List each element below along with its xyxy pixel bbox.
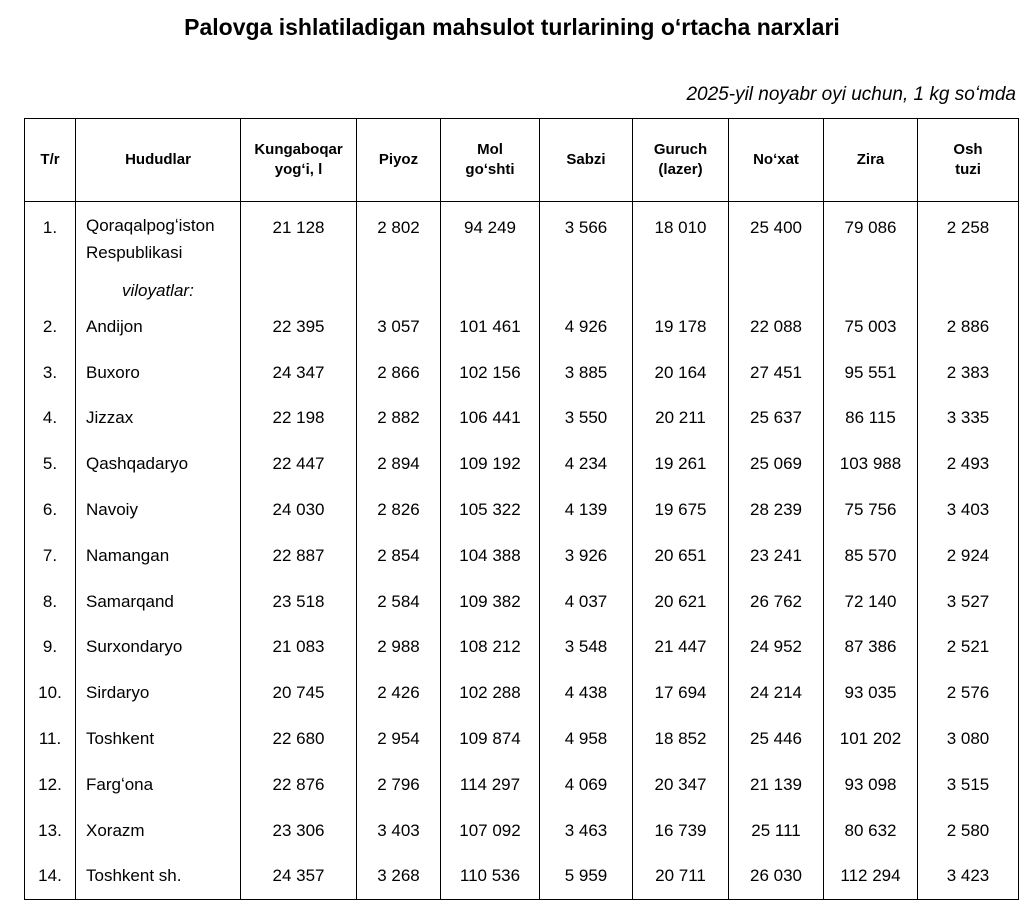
cell-salt: 2 493 <box>918 441 1019 487</box>
cell-rice: 19 178 <box>633 304 729 350</box>
cell-carrot: 4 926 <box>540 304 633 350</box>
table-row <box>25 716 1019 762</box>
cell-carrot: 4 234 <box>540 441 633 487</box>
cell-chickpea: 27 451 <box>729 350 824 396</box>
cell-salt: 3 527 <box>918 579 1019 625</box>
cell-empty <box>540 278 633 304</box>
cell-carrot: 3 548 <box>540 625 633 671</box>
cell-beef: 105 322 <box>441 487 540 533</box>
table-row <box>25 533 1019 579</box>
cell-carrot: 5 959 <box>540 854 633 900</box>
table-row <box>25 487 1019 533</box>
cell-chickpea: 26 030 <box>729 854 824 900</box>
cell-cumin: 87 386 <box>824 625 918 671</box>
subheading-label: viloyatlar: <box>122 281 194 300</box>
cell-cumin: 75 003 <box>824 304 918 350</box>
cell-chickpea: 28 239 <box>729 487 824 533</box>
region-name: Qoraqalpogʻiston Respublikasi <box>86 216 215 262</box>
cell-cumin: 86 115 <box>824 396 918 442</box>
cell-cumin: 75 756 <box>824 487 918 533</box>
cell-onion: 3 268 <box>357 854 441 900</box>
cell-salt: 2 576 <box>918 670 1019 716</box>
cell-rice: 19 261 <box>633 441 729 487</box>
cell-carrot: 3 926 <box>540 533 633 579</box>
page-title: Palovga ishlatiladigan mahsulot turlarining oʻrtacha narxlari <box>184 14 840 40</box>
cell-empty <box>729 278 824 304</box>
table-row <box>25 762 1019 808</box>
cell-oil: 24 347 <box>241 350 357 396</box>
cell-beef: 114 297 <box>441 762 540 808</box>
cell-beef: 108 212 <box>441 625 540 671</box>
cell-salt: 3 403 <box>918 487 1019 533</box>
cell-empty <box>25 278 76 304</box>
cell-salt: 2 580 <box>918 808 1019 854</box>
header-oil: Kungaboqar yogʻi, l <box>241 119 357 202</box>
cell-beef: 107 092 <box>441 808 540 854</box>
cell-region: Toshkent sh. <box>76 854 241 900</box>
cell-chickpea: 26 762 <box>729 579 824 625</box>
cell-onion: 2 426 <box>357 670 441 716</box>
cell-chickpea: 21 139 <box>729 762 824 808</box>
cell-beef: 102 288 <box>441 670 540 716</box>
cell-beef: 109 874 <box>441 716 540 762</box>
cell-chickpea: 25 400 <box>729 202 824 279</box>
cell-salt: 2 383 <box>918 350 1019 396</box>
cell-num: 12. <box>25 762 76 808</box>
cell-chickpea: 22 088 <box>729 304 824 350</box>
cell-region: Samarqand <box>76 579 241 625</box>
header-carrot: Sabzi <box>540 119 633 202</box>
table-row <box>25 670 1019 716</box>
cell-carrot: 4 139 <box>540 487 633 533</box>
cell-num: 9. <box>25 625 76 671</box>
cell-chickpea: 25 069 <box>729 441 824 487</box>
subheading-row <box>25 278 1019 304</box>
cell-empty <box>357 278 441 304</box>
cell-region: Fargʻona <box>76 762 241 808</box>
header-salt: Osh tuzi <box>918 119 1019 202</box>
cell-empty <box>441 278 540 304</box>
cell-beef: 101 461 <box>441 304 540 350</box>
cell-cumin: 72 140 <box>824 579 918 625</box>
cell-empty <box>241 278 357 304</box>
cell-rice: 20 711 <box>633 854 729 900</box>
cell-region <box>76 202 241 279</box>
cell-oil: 22 395 <box>241 304 357 350</box>
cell-onion: 2 584 <box>357 579 441 625</box>
cell-oil: 23 306 <box>241 808 357 854</box>
header-onion: Piyoz <box>357 119 441 202</box>
cell-oil: 21 128 <box>241 202 357 279</box>
cell-cumin: 79 086 <box>824 202 918 279</box>
cell-num: 14. <box>25 854 76 900</box>
cell-rice: 20 621 <box>633 579 729 625</box>
cell-salt: 2 258 <box>918 202 1019 279</box>
cell-oil: 20 745 <box>241 670 357 716</box>
cell-rice: 16 739 <box>633 808 729 854</box>
cell-oil: 22 198 <box>241 396 357 442</box>
cell-rice: 20 164 <box>633 350 729 396</box>
cell-beef: 109 382 <box>441 579 540 625</box>
cell-num: 10. <box>25 670 76 716</box>
cell-oil: 21 083 <box>241 625 357 671</box>
cell-oil: 23 518 <box>241 579 357 625</box>
header-cumin: Zira <box>824 119 918 202</box>
table-row <box>25 396 1019 442</box>
table-subtitle: 2025-yil noyabr oyi uchun, 1 kg soʻmda <box>686 84 1016 105</box>
cell-empty <box>918 278 1019 304</box>
cell-chickpea: 23 241 <box>729 533 824 579</box>
cell-cumin: 80 632 <box>824 808 918 854</box>
cell-carrot: 3 550 <box>540 396 633 442</box>
cell-salt: 2 521 <box>918 625 1019 671</box>
cell-salt: 3 515 <box>918 762 1019 808</box>
cell-cumin: 103 988 <box>824 441 918 487</box>
cell-chickpea: 25 111 <box>729 808 824 854</box>
cell-region: Xorazm <box>76 808 241 854</box>
cell-rice: 21 447 <box>633 625 729 671</box>
table-row <box>25 808 1019 854</box>
cell-beef: 106 441 <box>441 396 540 442</box>
table-row <box>25 202 1019 279</box>
cell-onion: 2 826 <box>357 487 441 533</box>
cell-num: 7. <box>25 533 76 579</box>
cell-cumin: 93 035 <box>824 670 918 716</box>
header-rice: Guruch (lazer) <box>633 119 729 202</box>
cell-chickpea: 25 637 <box>729 396 824 442</box>
cell-region: Jizzax <box>76 396 241 442</box>
cell-empty <box>633 278 729 304</box>
cell-onion: 2 954 <box>357 716 441 762</box>
cell-onion: 2 802 <box>357 202 441 279</box>
cell-onion: 2 882 <box>357 396 441 442</box>
cell-region: Surxondaryo <box>76 625 241 671</box>
cell-empty <box>824 278 918 304</box>
cell-rice: 17 694 <box>633 670 729 716</box>
cell-cumin: 95 551 <box>824 350 918 396</box>
table-header-row <box>25 119 1019 202</box>
table-row <box>25 625 1019 671</box>
cell-oil: 24 030 <box>241 487 357 533</box>
cell-rice: 20 211 <box>633 396 729 442</box>
cell-oil: 22 876 <box>241 762 357 808</box>
cell-onion: 2 796 <box>357 762 441 808</box>
cell-salt: 3 423 <box>918 854 1019 900</box>
cell-region: Andijon <box>76 304 241 350</box>
cell-rice: 19 675 <box>633 487 729 533</box>
cell-oil: 22 680 <box>241 716 357 762</box>
cell-beef: 94 249 <box>441 202 540 279</box>
cell-rice: 20 347 <box>633 762 729 808</box>
header-chickpea: Noʻxat <box>729 119 824 202</box>
cell-salt: 3 080 <box>918 716 1019 762</box>
cell-region: Buxoro <box>76 350 241 396</box>
cell-rice: 18 852 <box>633 716 729 762</box>
cell-beef: 109 192 <box>441 441 540 487</box>
table-row <box>25 350 1019 396</box>
cell-onion: 2 988 <box>357 625 441 671</box>
cell-carrot: 4 069 <box>540 762 633 808</box>
cell-onion: 2 854 <box>357 533 441 579</box>
header-beef: Mol goʻshti <box>441 119 540 202</box>
cell-carrot: 3 885 <box>540 350 633 396</box>
cell-chickpea: 24 952 <box>729 625 824 671</box>
table-row <box>25 854 1019 900</box>
header-region: Hududlar <box>76 119 241 202</box>
cell-num: 11. <box>25 716 76 762</box>
cell-num: 8. <box>25 579 76 625</box>
cell-beef: 110 536 <box>441 854 540 900</box>
cell-salt: 2 924 <box>918 533 1019 579</box>
cell-num: 3. <box>25 350 76 396</box>
table-row <box>25 579 1019 625</box>
cell-num: 5. <box>25 441 76 487</box>
cell-carrot: 3 463 <box>540 808 633 854</box>
cell-region: Navoiy <box>76 487 241 533</box>
cell-carrot: 4 958 <box>540 716 633 762</box>
cell-carrot: 4 037 <box>540 579 633 625</box>
cell-region: Toshkent <box>76 716 241 762</box>
table-row <box>25 304 1019 350</box>
cell-onion: 2 866 <box>357 350 441 396</box>
cell-chickpea: 25 446 <box>729 716 824 762</box>
cell-cumin: 112 294 <box>824 854 918 900</box>
cell-chickpea: 24 214 <box>729 670 824 716</box>
cell-num: 2. <box>25 304 76 350</box>
header-num: T/r <box>25 119 76 202</box>
cell-beef: 104 388 <box>441 533 540 579</box>
cell-num: 1. <box>25 202 76 279</box>
cell-region: Sirdaryo <box>76 670 241 716</box>
cell-num: 4. <box>25 396 76 442</box>
cell-cumin: 101 202 <box>824 716 918 762</box>
cell-region <box>76 278 241 304</box>
cell-oil: 22 887 <box>241 533 357 579</box>
cell-beef: 102 156 <box>441 350 540 396</box>
cell-cumin: 93 098 <box>824 762 918 808</box>
cell-carrot: 3 566 <box>540 202 633 279</box>
cell-num: 13. <box>25 808 76 854</box>
cell-region: Qashqadaryo <box>76 441 241 487</box>
cell-oil: 24 357 <box>241 854 357 900</box>
cell-onion: 3 403 <box>357 808 441 854</box>
cell-cumin: 85 570 <box>824 533 918 579</box>
cell-rice: 18 010 <box>633 202 729 279</box>
cell-num: 6. <box>25 487 76 533</box>
cell-onion: 3 057 <box>357 304 441 350</box>
cell-onion: 2 894 <box>357 441 441 487</box>
cell-oil: 22 447 <box>241 441 357 487</box>
cell-carrot: 4 438 <box>540 670 633 716</box>
cell-rice: 20 651 <box>633 533 729 579</box>
cell-region: Namangan <box>76 533 241 579</box>
cell-salt: 2 886 <box>918 304 1019 350</box>
table-row <box>25 441 1019 487</box>
cell-salt: 3 335 <box>918 396 1019 442</box>
price-table <box>24 118 1019 900</box>
